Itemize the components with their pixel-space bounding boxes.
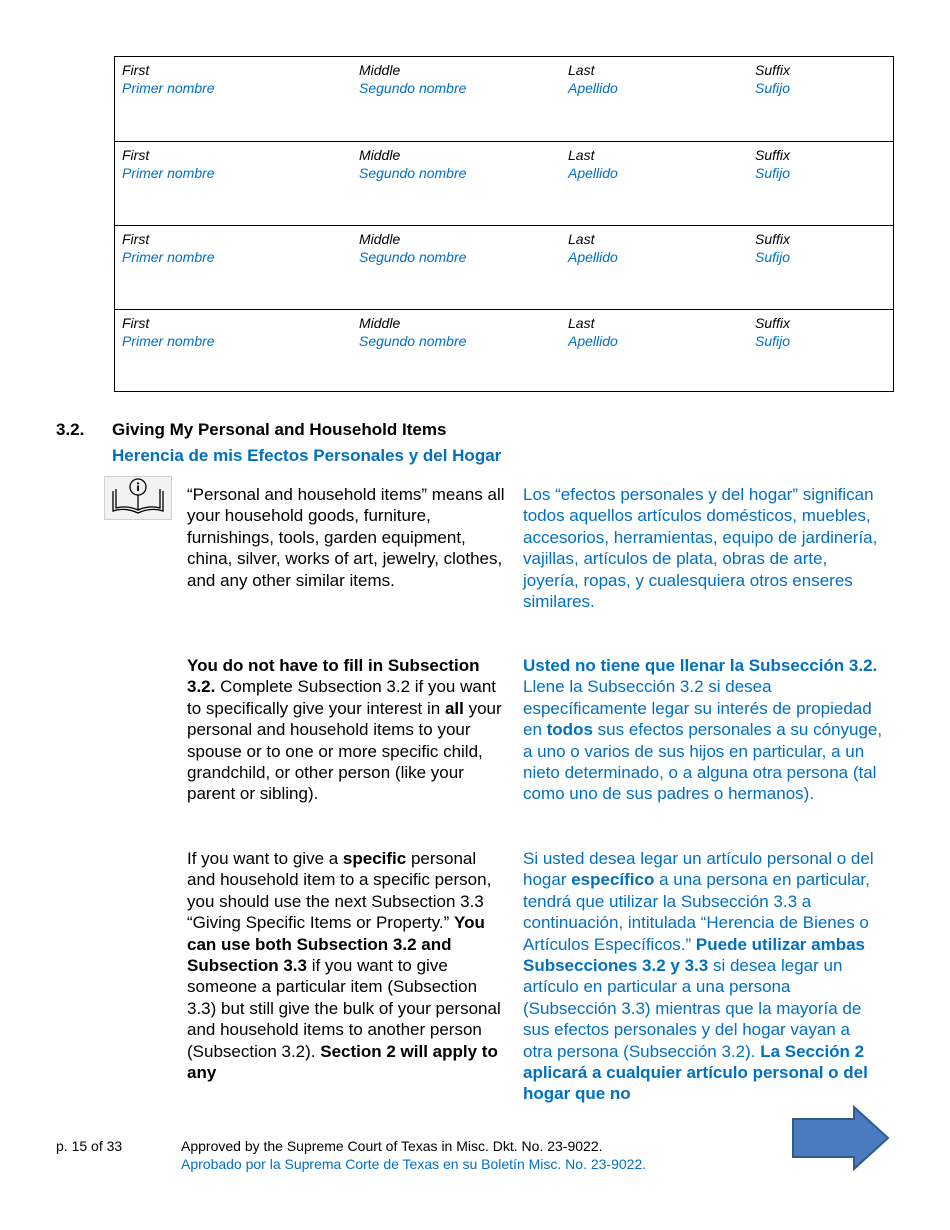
suffix-field[interactable]: Suffix Sufijo bbox=[755, 231, 791, 265]
section-number: 3.2. bbox=[56, 420, 85, 439]
page-number: p. 15 of 33 bbox=[56, 1138, 123, 1154]
middle-name-field[interactable]: Middle Segundo nombre bbox=[359, 62, 467, 96]
last-name-field[interactable]: Last Apellido bbox=[568, 231, 618, 265]
info-book-icon bbox=[104, 476, 172, 520]
first-name-field[interactable]: First Primer nombre bbox=[122, 315, 215, 349]
suffix-field[interactable]: Suffix Sufijo bbox=[755, 62, 791, 96]
name-row[interactable] bbox=[115, 141, 893, 225]
paragraph-specific-es: Si usted desea legar un artículo personal o del hogar específico a una persona en particular, tendrá que utilizar la Subsección 3.3 a continuación, intitulada “Herencia de Bienes o Artículos Específicos.” Puede utilizar ambas Subsecciones 3.2 y 3.3 si desea legar un artículo en particular a una persona (Subsección 3.3) mientras que la mayoría de sus efectos personales y del hogar vayan a otra persona (Subsección 3.2). La Sección 2 aplicará a cualquier artículo personal o del hogar que no bbox=[523, 849, 874, 1104]
approval-note-spanish: Aprobado por la Suprema Corte de Texas en su Boletín Misc. No. 23-9022. bbox=[181, 1156, 647, 1172]
section-title: Giving My Personal and Household Items bbox=[112, 420, 447, 439]
paragraph-definition-en: “Personal and household items” means all your household goods, furniture, furnishings, tools, garden equipment, china, silver, works of art, jewelry, clothes, and any other similar items. bbox=[187, 485, 505, 590]
approval-note: Approved by the Supreme Court of Texas in Misc. Dkt. No. 23-9022. bbox=[181, 1138, 603, 1154]
paragraph-optional-es: Usted no tiene que llenar la Subsección 3.2. Llene la Subsección 3.2 si desea específicamente legar su interés de propiedad en todos sus efectos personales a su cónyuge, a uno o varios de sus hijos en particular, a un nieto determinado, o a alguna otra persona (tal como uno de sus padres o hermanos). bbox=[523, 656, 883, 804]
middle-name-field[interactable]: Middle Segundo nombre bbox=[359, 147, 467, 181]
suffix-field[interactable]: Suffix Sufijo bbox=[755, 147, 791, 181]
last-name-field[interactable]: Last Apellido bbox=[568, 147, 618, 181]
suffix-field[interactable]: Suffix Sufijo bbox=[755, 315, 791, 349]
paragraph-definition-es: Los “efectos personales y del hogar” significan todos aquellos artículos domésticos, muebles, accesorios, herramientas, equipo de jardinería, vajillas, artículos de plata, obras de arte, joyería, ropas, y cualesquiera otros enseres similares. bbox=[523, 485, 878, 612]
name-row[interactable] bbox=[115, 309, 893, 393]
section-title-spanish: Herencia de mis Efectos Personales y del Hogar bbox=[112, 446, 502, 465]
middle-name-field[interactable]: Middle Segundo nombre bbox=[359, 231, 467, 265]
last-name-field[interactable]: Last Apellido bbox=[568, 62, 618, 96]
name-row[interactable] bbox=[115, 57, 893, 141]
first-name-field[interactable]: First Primer nombre bbox=[122, 62, 215, 96]
first-name-field[interactable]: First Primer nombre bbox=[122, 231, 215, 265]
middle-name-field[interactable]: Middle Segundo nombre bbox=[359, 315, 467, 349]
name-row[interactable] bbox=[115, 225, 893, 309]
name-table bbox=[114, 56, 894, 392]
paragraph-specific-en: If you want to give a specific personal and household item to a specific person, you should use the next Subsection 3.3 “Giving Specific Items or Property.” You can use both Subsection 3.2 and Subsection 3.3 if you want to give someone a particular item (Subsection 3.3) but still give the bulk of your personal and household items to another person (Subsection 3.2). Section 2 will apply to any bbox=[187, 849, 501, 1083]
first-name-field[interactable]: First Primer nombre bbox=[122, 147, 215, 181]
paragraph-optional-en: You do not have to fill in Subsection 3.2. Complete Subsection 3.2 if you want to specifically give your interest in all your personal and household items to your spouse or to one or more specific child, grandchild, or other person (like your parent or sibling). bbox=[187, 656, 502, 804]
next-page-arrow-icon[interactable] bbox=[790, 1105, 892, 1176]
last-name-field[interactable]: Last Apellido bbox=[568, 315, 618, 349]
